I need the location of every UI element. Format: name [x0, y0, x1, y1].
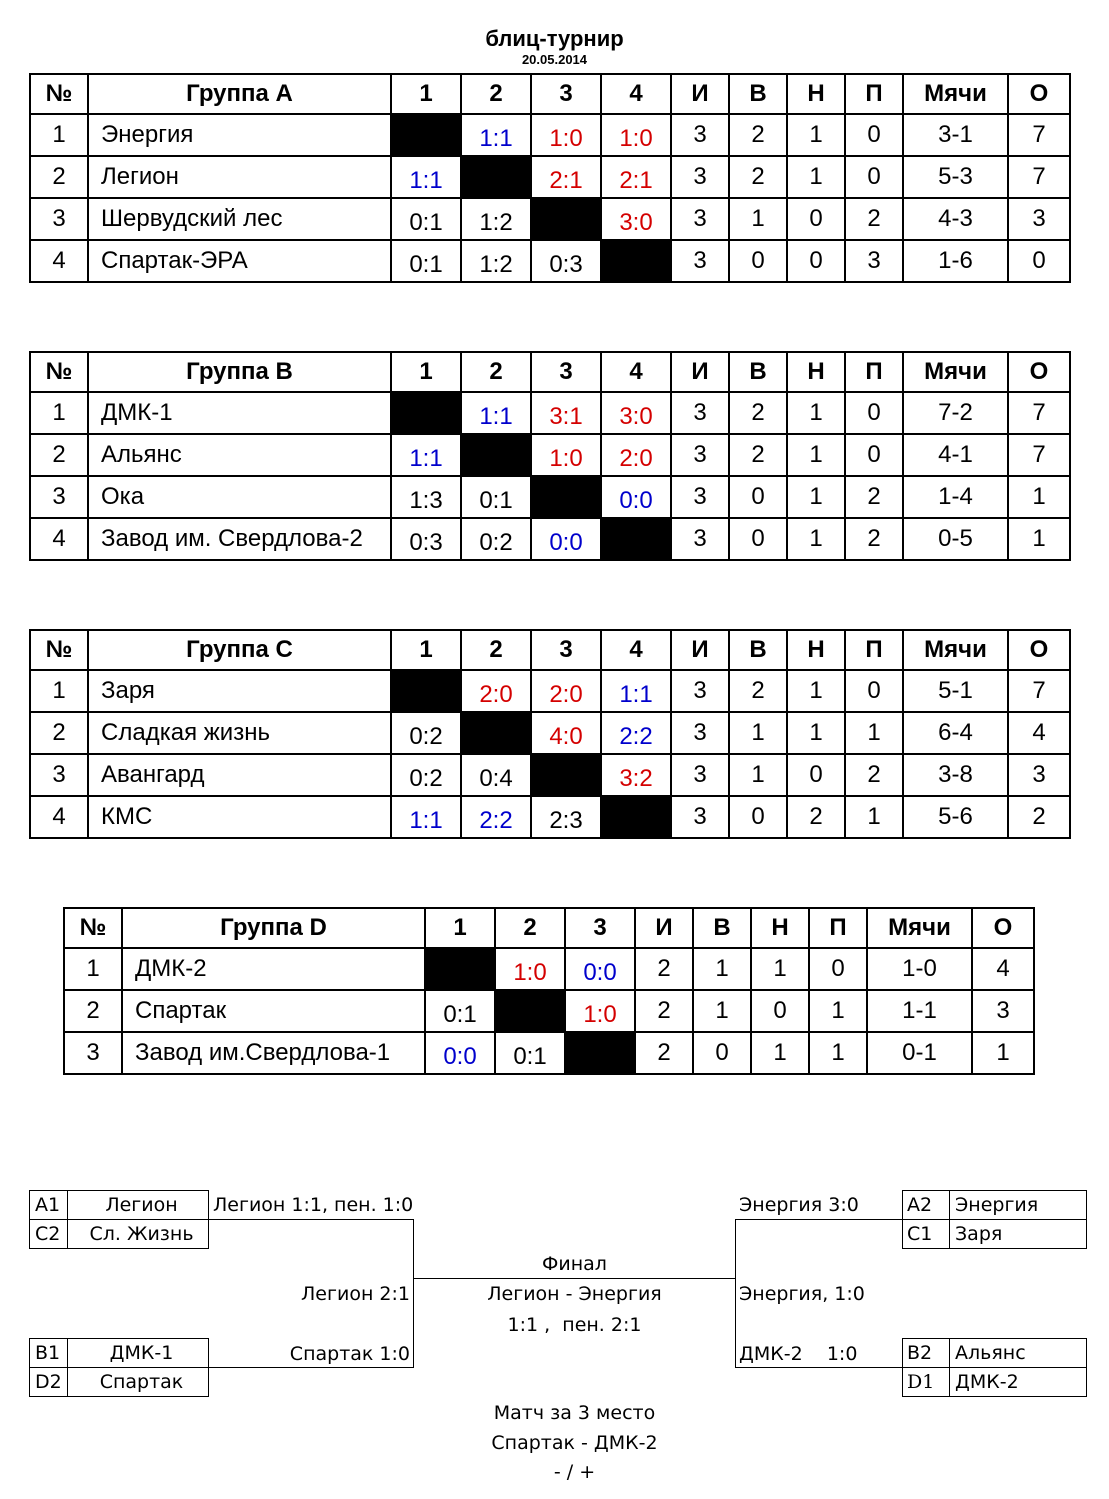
third-place-title: Матч за 3 место	[493, 1402, 656, 1424]
self-match-cell	[531, 476, 601, 518]
wins: 2	[729, 114, 787, 156]
table-row	[30, 670, 1070, 712]
match-score: 1:3	[391, 476, 461, 518]
slot-team: Сл. Жизнь	[89, 1223, 194, 1245]
points: 7	[1008, 114, 1070, 156]
match-score: 2:1	[601, 156, 671, 198]
team-name: Ока	[88, 476, 391, 518]
wins: 0	[729, 476, 787, 518]
losses: 0	[845, 392, 903, 434]
wins: 2	[729, 156, 787, 198]
match-score: 1:1	[461, 392, 531, 434]
team-number: 3	[30, 476, 88, 518]
slot-code: A2	[907, 1194, 933, 1216]
goals: 4-3	[903, 198, 1008, 240]
points: 3	[1008, 754, 1070, 796]
points: 2	[1008, 796, 1070, 838]
match-score: 2:3	[531, 796, 601, 838]
group-table	[29, 73, 1071, 283]
match-score: 1:1	[391, 796, 461, 838]
goals: 4-1	[903, 434, 1008, 476]
match-score: 4:0	[531, 712, 601, 754]
column-header: №	[30, 630, 88, 670]
table-row	[30, 712, 1070, 754]
self-match-cell	[391, 392, 461, 434]
group-title: Группа А	[88, 74, 391, 114]
losses: 2	[845, 198, 903, 240]
match-score: 0:1	[461, 476, 531, 518]
column-header: И	[671, 630, 729, 670]
match-score: 2:2	[461, 796, 531, 838]
games-played: 3	[671, 754, 729, 796]
slot-team: Легион	[105, 1194, 178, 1216]
match-score: 1:0	[601, 114, 671, 156]
table-header-row	[30, 630, 1070, 670]
games-played: 3	[671, 114, 729, 156]
draws: 0	[787, 240, 845, 282]
slot-code: B1	[35, 1342, 61, 1364]
losses: 1	[845, 796, 903, 838]
team-number: 3	[64, 1032, 122, 1074]
column-header: П	[845, 74, 903, 114]
draws: 1	[751, 948, 809, 990]
losses: 1	[845, 712, 903, 754]
table-row	[64, 948, 1034, 990]
self-match-cell	[531, 754, 601, 796]
team-number: 3	[30, 198, 88, 240]
column-header: И	[671, 74, 729, 114]
match-score: 1:2	[461, 240, 531, 282]
column-header: 3	[565, 908, 635, 948]
wins: 1	[693, 990, 751, 1032]
wins: 1	[729, 198, 787, 240]
losses: 0	[845, 156, 903, 198]
draws: 0	[751, 990, 809, 1032]
match-score: 0:2	[391, 712, 461, 754]
self-match-cell	[391, 670, 461, 712]
qf-result-left-top: Легион 1:1, пен. 1:0	[213, 1194, 414, 1216]
match-score: 1:1	[391, 434, 461, 476]
goals: 3-1	[903, 114, 1008, 156]
games-played: 3	[671, 156, 729, 198]
points: 3	[972, 990, 1034, 1032]
self-match-cell	[565, 1032, 635, 1074]
column-header: №	[30, 352, 88, 392]
team-name: Завод им. Свердлова-2	[88, 518, 391, 560]
table-header-row	[30, 352, 1070, 392]
losses: 1	[809, 990, 867, 1032]
goals: 1-0	[867, 948, 972, 990]
table-row	[30, 156, 1070, 198]
match-score: 0:0	[425, 1032, 495, 1074]
slot-code: C1	[907, 1223, 933, 1245]
draws: 1	[787, 434, 845, 476]
match-score: 1:0	[565, 990, 635, 1032]
wins: 2	[729, 434, 787, 476]
goals: 3-8	[903, 754, 1008, 796]
goals: 5-3	[903, 156, 1008, 198]
team-number: 1	[30, 670, 88, 712]
qf-result-right-top: Энергия 3:0	[739, 1194, 859, 1216]
table-row	[30, 476, 1070, 518]
team-name: Спартак	[122, 990, 425, 1032]
slot-code: A1	[35, 1194, 61, 1216]
bracket-slot	[902, 1338, 1087, 1368]
group-title: Группа С	[88, 630, 391, 670]
tournament-date: 20.05.2014	[521, 52, 588, 67]
points: 7	[1008, 392, 1070, 434]
group-table	[29, 351, 1071, 561]
bracket-slot	[29, 1367, 209, 1397]
match-score: 0:1	[495, 1032, 565, 1074]
column-header: 2	[461, 630, 531, 670]
bracket-line	[735, 1219, 903, 1220]
team-name: Спартак-ЭРА	[88, 240, 391, 282]
match-score: 0:3	[531, 240, 601, 282]
losses: 2	[845, 476, 903, 518]
bracket-slot	[29, 1338, 209, 1368]
match-score: 1:1	[391, 156, 461, 198]
column-header: В	[693, 908, 751, 948]
draws: 1	[787, 670, 845, 712]
losses: 3	[845, 240, 903, 282]
losses: 0	[809, 948, 867, 990]
team-number: 1	[30, 392, 88, 434]
goals: 1-1	[867, 990, 972, 1032]
games-played: 3	[671, 796, 729, 838]
match-score: 0:1	[391, 198, 461, 240]
points: 3	[1008, 198, 1070, 240]
column-header: П	[845, 352, 903, 392]
third-place-score: - / +	[553, 1461, 596, 1483]
column-header: Мячи	[903, 74, 1008, 114]
column-header: И	[635, 908, 693, 948]
wins: 0	[729, 518, 787, 560]
column-header: И	[671, 352, 729, 392]
match-score: 1:0	[495, 948, 565, 990]
points: 1	[1008, 518, 1070, 560]
table-row	[30, 518, 1070, 560]
team-name: Шервудский лес	[88, 198, 391, 240]
games-played: 2	[635, 948, 693, 990]
goals: 5-6	[903, 796, 1008, 838]
group-table	[63, 907, 1035, 1075]
match-score: 2:0	[531, 670, 601, 712]
team-name: Энергия	[88, 114, 391, 156]
team-number: 2	[30, 156, 88, 198]
slot-team: Заря	[955, 1223, 1003, 1245]
column-header: В	[729, 74, 787, 114]
wins: 1	[693, 948, 751, 990]
final-title: Финал	[542, 1253, 607, 1275]
goals: 6-4	[903, 712, 1008, 754]
team-number: 2	[64, 990, 122, 1032]
team-name: ДМК-1	[88, 392, 391, 434]
draws: 1	[787, 114, 845, 156]
group-table	[29, 629, 1071, 839]
column-header: В	[729, 352, 787, 392]
goals: 1-4	[903, 476, 1008, 518]
games-played: 3	[671, 476, 729, 518]
bracket-slot	[29, 1190, 209, 1220]
column-header: 4	[601, 630, 671, 670]
games-played: 2	[635, 990, 693, 1032]
page-title: блиц-турнир	[485, 26, 624, 51]
column-header: Мячи	[903, 630, 1008, 670]
match-score: 2:0	[601, 434, 671, 476]
column-header: 4	[601, 74, 671, 114]
team-name: Заря	[88, 670, 391, 712]
table-row	[30, 754, 1070, 796]
match-score: 0:3	[391, 518, 461, 560]
slot-team: Спартак	[99, 1371, 184, 1393]
column-header: О	[1008, 630, 1070, 670]
losses: 0	[845, 434, 903, 476]
wins: 0	[729, 796, 787, 838]
games-played: 3	[671, 434, 729, 476]
third-place-teams: Спартак - ДМК-2	[491, 1432, 658, 1454]
table-row	[30, 114, 1070, 156]
column-header: О	[972, 908, 1034, 948]
self-match-cell	[601, 796, 671, 838]
column-header: 1	[391, 630, 461, 670]
slot-team: ДМК-2	[955, 1371, 1019, 1393]
column-header: П	[809, 908, 867, 948]
wins: 0	[693, 1032, 751, 1074]
team-name: Авангард	[88, 754, 391, 796]
goals: 5-1	[903, 670, 1008, 712]
points: 7	[1008, 434, 1070, 476]
bracket-line	[208, 1219, 414, 1220]
games-played: 2	[635, 1032, 693, 1074]
match-score: 0:0	[565, 948, 635, 990]
self-match-cell	[601, 240, 671, 282]
team-number: 4	[30, 796, 88, 838]
column-header: В	[729, 630, 787, 670]
qf-result-right-bottom: ДМК-2 1:0	[739, 1343, 858, 1365]
team-number: 4	[30, 240, 88, 282]
draws: 0	[787, 754, 845, 796]
column-header: 1	[391, 74, 461, 114]
self-match-cell	[461, 156, 531, 198]
column-header: Мячи	[903, 352, 1008, 392]
slot-code: B2	[907, 1342, 933, 1364]
match-score: 0:0	[531, 518, 601, 560]
losses: 2	[845, 518, 903, 560]
table-row	[30, 434, 1070, 476]
table-row	[30, 240, 1070, 282]
match-score: 2:2	[601, 712, 671, 754]
points: 1	[972, 1032, 1034, 1074]
sf-result-left: Легион 2:1	[301, 1283, 410, 1305]
team-name: Завод им.Свердлова-1	[122, 1032, 425, 1074]
match-score: 1:0	[531, 434, 601, 476]
column-header: 2	[495, 908, 565, 948]
games-played: 3	[671, 712, 729, 754]
draws: 1	[787, 476, 845, 518]
column-header: О	[1008, 74, 1070, 114]
wins: 1	[729, 754, 787, 796]
losses: 0	[845, 670, 903, 712]
draws: 1	[787, 156, 845, 198]
points: 7	[1008, 670, 1070, 712]
sf-result-right: Энергия, 1:0	[739, 1283, 865, 1305]
games-played: 3	[671, 670, 729, 712]
column-header: О	[1008, 352, 1070, 392]
column-header: 1	[425, 908, 495, 948]
column-header: 4	[601, 352, 671, 392]
self-match-cell	[391, 114, 461, 156]
column-header: 2	[461, 74, 531, 114]
match-score: 0:1	[425, 990, 495, 1032]
bracket-slot	[902, 1190, 1087, 1220]
final-teams: Легион - Энергия	[487, 1283, 662, 1305]
table-row	[30, 392, 1070, 434]
self-match-cell	[495, 990, 565, 1032]
draws: 1	[751, 1032, 809, 1074]
bracket-line	[413, 1278, 735, 1279]
self-match-cell	[601, 518, 671, 560]
goals: 0-5	[903, 518, 1008, 560]
column-header: №	[64, 908, 122, 948]
self-match-cell	[531, 198, 601, 240]
match-score: 3:2	[601, 754, 671, 796]
team-name: Альянс	[88, 434, 391, 476]
match-score: 1:0	[531, 114, 601, 156]
points: 7	[1008, 156, 1070, 198]
losses: 1	[809, 1032, 867, 1074]
table-row	[30, 796, 1070, 838]
match-score: 0:0	[601, 476, 671, 518]
wins: 2	[729, 392, 787, 434]
wins: 1	[729, 712, 787, 754]
losses: 2	[845, 754, 903, 796]
team-number: 1	[64, 948, 122, 990]
match-score: 0:2	[461, 518, 531, 560]
team-number: 3	[30, 754, 88, 796]
self-match-cell	[461, 434, 531, 476]
goals: 7-2	[903, 392, 1008, 434]
column-header: П	[845, 630, 903, 670]
games-played: 3	[671, 392, 729, 434]
losses: 0	[845, 114, 903, 156]
final-score: 1:1 , пен. 2:1	[507, 1314, 642, 1336]
bracket-line	[735, 1219, 736, 1368]
slot-code: C2	[35, 1223, 61, 1245]
column-header: 3	[531, 630, 601, 670]
match-score: 1:1	[461, 114, 531, 156]
self-match-cell	[425, 948, 495, 990]
slot-team: ДМК-1	[109, 1342, 174, 1364]
column-header: Н	[787, 74, 845, 114]
column-header: Н	[787, 630, 845, 670]
match-score: 2:0	[461, 670, 531, 712]
group-title: Группа В	[88, 352, 391, 392]
match-score: 3:0	[601, 392, 671, 434]
table-row	[30, 198, 1070, 240]
points: 4	[972, 948, 1034, 990]
team-name: ДМК-2	[122, 948, 425, 990]
games-played: 3	[671, 240, 729, 282]
points: 4	[1008, 712, 1070, 754]
draws: 2	[787, 796, 845, 838]
games-played: 3	[671, 518, 729, 560]
team-name: Сладкая жизнь	[88, 712, 391, 754]
column-header: Н	[751, 908, 809, 948]
match-score: 0:1	[391, 240, 461, 282]
slot-code: D2	[35, 1371, 62, 1393]
draws: 1	[787, 392, 845, 434]
wins: 0	[729, 240, 787, 282]
table-row	[64, 990, 1034, 1032]
bracket-slot	[902, 1367, 1087, 1397]
bracket-line	[735, 1367, 903, 1368]
column-header: №	[30, 74, 88, 114]
slot-team: Энергия	[955, 1194, 1039, 1216]
column-header: 2	[461, 352, 531, 392]
table-header-row	[64, 908, 1034, 948]
match-score: 1:1	[601, 670, 671, 712]
team-number: 2	[30, 434, 88, 476]
bracket-line	[208, 1367, 414, 1368]
table-row	[64, 1032, 1034, 1074]
goals: 0-1	[867, 1032, 972, 1074]
match-score: 0:2	[391, 754, 461, 796]
column-header: 3	[531, 74, 601, 114]
draws: 0	[787, 198, 845, 240]
slot-team: Альянс	[955, 1342, 1026, 1364]
column-header: Н	[787, 352, 845, 392]
table-header-row	[30, 74, 1070, 114]
games-played: 3	[671, 198, 729, 240]
slot-code: D1	[907, 1371, 935, 1393]
qf-result-left-bottom: Спартак 1:0	[289, 1343, 410, 1365]
bracket-slot	[902, 1219, 1087, 1249]
match-score: 2:1	[531, 156, 601, 198]
bracket-slot	[29, 1219, 209, 1249]
points: 0	[1008, 240, 1070, 282]
self-match-cell	[461, 712, 531, 754]
team-number: 4	[30, 518, 88, 560]
team-number: 1	[30, 114, 88, 156]
wins: 2	[729, 670, 787, 712]
column-header: Мячи	[867, 908, 972, 948]
column-header: 1	[391, 352, 461, 392]
goals: 1-6	[903, 240, 1008, 282]
team-name: КМС	[88, 796, 391, 838]
match-score: 3:0	[601, 198, 671, 240]
points: 1	[1008, 476, 1070, 518]
match-score: 1:2	[461, 198, 531, 240]
column-header: 3	[531, 352, 601, 392]
team-name: Легион	[88, 156, 391, 198]
draws: 1	[787, 518, 845, 560]
team-number: 2	[30, 712, 88, 754]
match-score: 0:4	[461, 754, 531, 796]
group-title: Группа D	[122, 908, 425, 948]
draws: 1	[787, 712, 845, 754]
match-score: 3:1	[531, 392, 601, 434]
